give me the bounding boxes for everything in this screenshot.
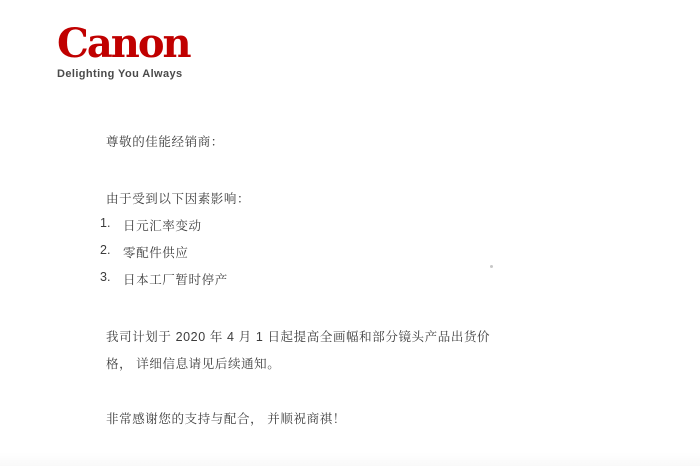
factor-number: 3. xyxy=(100,270,111,284)
factor-item xyxy=(100,270,228,288)
factor-number: 1. xyxy=(100,216,111,230)
closing-line: 非常感谢您的支持与配合， 并顺祝商祺！ xyxy=(106,412,346,426)
canon-logo xyxy=(57,20,190,80)
canon-logo-wordmark: Canon xyxy=(57,20,190,67)
factor-text: 日元汇率变动 xyxy=(123,219,202,233)
factor-item xyxy=(100,216,202,234)
factor-number: 2. xyxy=(100,243,111,257)
factor-text: 零配件供应 xyxy=(123,246,189,260)
factor-text: 日本工厂暂时停产 xyxy=(123,273,228,287)
factor-item xyxy=(100,243,189,261)
canon-logo-tagline: Delighting You Always xyxy=(57,68,183,80)
intro-line: 由于受到以下因素影响： xyxy=(106,192,251,206)
body-line-1: 我司计划于 2020 年 4 月 1 日起提高全画幅和部分镜头产品出货价 xyxy=(106,330,491,344)
scan-edge-noise xyxy=(0,452,700,466)
body-line-2: 格， 详细信息请见后续通知。 xyxy=(106,357,281,371)
salutation-line: 尊敬的佳能经销商： xyxy=(106,135,224,149)
scan-artifact-dot xyxy=(490,265,493,268)
